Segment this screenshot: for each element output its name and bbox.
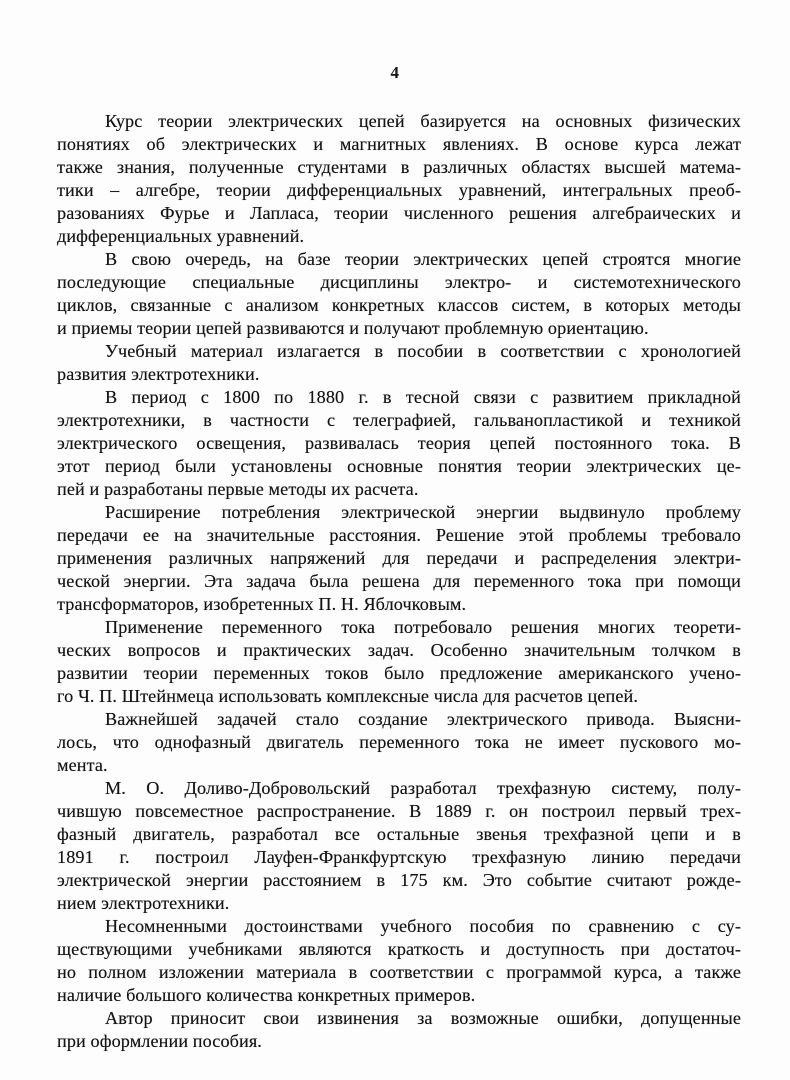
paragraph: [57, 777, 741, 915]
paragraph: [57, 248, 741, 340]
text-line: чившую повсеместное распространение. В 1889 г. он построил первый трех-: [57, 801, 741, 821]
text-line: электротехники, в частности с телеграфией, гальванопластикой и техникой: [57, 410, 741, 430]
text-line: Расширение потребления электрической энергии выдвинуло проблему: [105, 502, 741, 522]
text-line: разованиях Фурье и Лапласа, теории численного решения алгебраических и: [57, 203, 741, 223]
paragraph: [57, 110, 741, 248]
text-line: лось, что однофазный двигатель переменного тока не имеет пускового мо-: [57, 732, 741, 752]
text-line: развития электротехники.: [57, 364, 260, 384]
text-line: и приемы теории цепей развиваются и получают проблемную ориентацию.: [57, 318, 649, 338]
text-line: трансформаторов, изобретенных П. Н. Яблочковым.: [57, 594, 467, 614]
text-line: понятиях об электрических и магнитных явлениях. В основе курса лежат: [57, 134, 741, 154]
text-line: электрической энергии расстоянием в 175 км. Это событие считают рожде-: [57, 870, 741, 890]
text-line: ческой энергии. Эта задача была решена для переменного тока при помощи: [57, 571, 741, 591]
paragraph: [57, 340, 741, 386]
paragraph: [57, 1007, 741, 1053]
text-line: циклов, связанные с анализом конкретных классов систем, в которых методы: [57, 295, 741, 315]
paragraph: [57, 386, 741, 501]
text-line: го Ч. П. Штейнмеца использовать комплексные числа для расчетов цепей.: [57, 686, 639, 706]
paragraph: [57, 616, 741, 708]
text-line: Учебный материал излагается в пособии в соответствии с хронологией: [105, 341, 741, 361]
paragraph: [57, 501, 741, 616]
text-line: Курс теории электрических цепей базируется на основных физических: [105, 111, 741, 131]
text-line: Автор приносит свои извинения за возможные ошибки, допущенные: [105, 1008, 741, 1028]
text-line: В период с 1800 по 1880 г. в тесной связи с развитием прикладной: [105, 387, 741, 407]
text-line: наличие большого количества конкретных примеров.: [57, 985, 476, 1005]
text-line: также знания, полученные студентами в различных областях высшей матема-: [57, 157, 741, 177]
text-line: пей и разработаны первые методы их расчета.: [57, 479, 419, 499]
page-number: 4: [390, 63, 400, 82]
text-line: применения различных напряжений для передачи и распределения электри-: [57, 548, 741, 568]
text-line: электрического освещения, развивалась теория цепей постоянного тока. В: [57, 433, 741, 453]
text-line: Важнейшей задачей стало создание электрического привода. Выясни-: [105, 709, 741, 729]
text-line: В свою очередь, на базе теории электрических цепей строятся многие: [105, 249, 741, 269]
text-line: последующие специальные дисциплины электро- и системотехнического: [57, 272, 741, 292]
text-line: передачи ее на значительные расстояния. Решение этой проблемы требовало: [57, 525, 741, 545]
text-line: развитии теории переменных токов было предложение американского учено-: [57, 663, 741, 683]
text-line: ществующими учебниками являются краткость и доступность при достаточ-: [57, 939, 741, 959]
paragraph: [57, 915, 741, 1007]
text-line: этот период были установлены основные понятия теории электрических це-: [57, 456, 741, 476]
text-line: Применение переменного тока потребовало решения многих теорети-: [105, 617, 741, 637]
text-line: М. О. Доливо-Добровольский разработал трехфазную систему, полу-: [105, 778, 741, 798]
text-line: тики – алгебре, теории дифференциальных уравнений, интегральных преоб-: [57, 180, 741, 200]
text-line: фазный двигатель, разработал все остальные звенья трехфазной цепи и в: [57, 824, 741, 844]
text-line: Несомненными достоинствами учебного пособия по сравнению с су-: [105, 916, 741, 936]
text-line: 1891 г. построил Лауфен-Франкфуртскую трехфазную линию передачи: [57, 847, 741, 867]
text-line: мента.: [57, 755, 108, 775]
text-line: дифференциальных уравнений.: [57, 226, 305, 246]
text-line: но полном изложении материала в соответствии с программой курса, а также: [57, 962, 741, 982]
text-line: нием электротехники.: [57, 893, 230, 913]
paragraph: [57, 708, 741, 777]
text-line: при оформлении пособия.: [57, 1031, 262, 1051]
text-line: ческих вопросов и практических задач. Особенно значительным толчком в: [57, 640, 741, 660]
text-block: [57, 110, 741, 1053]
